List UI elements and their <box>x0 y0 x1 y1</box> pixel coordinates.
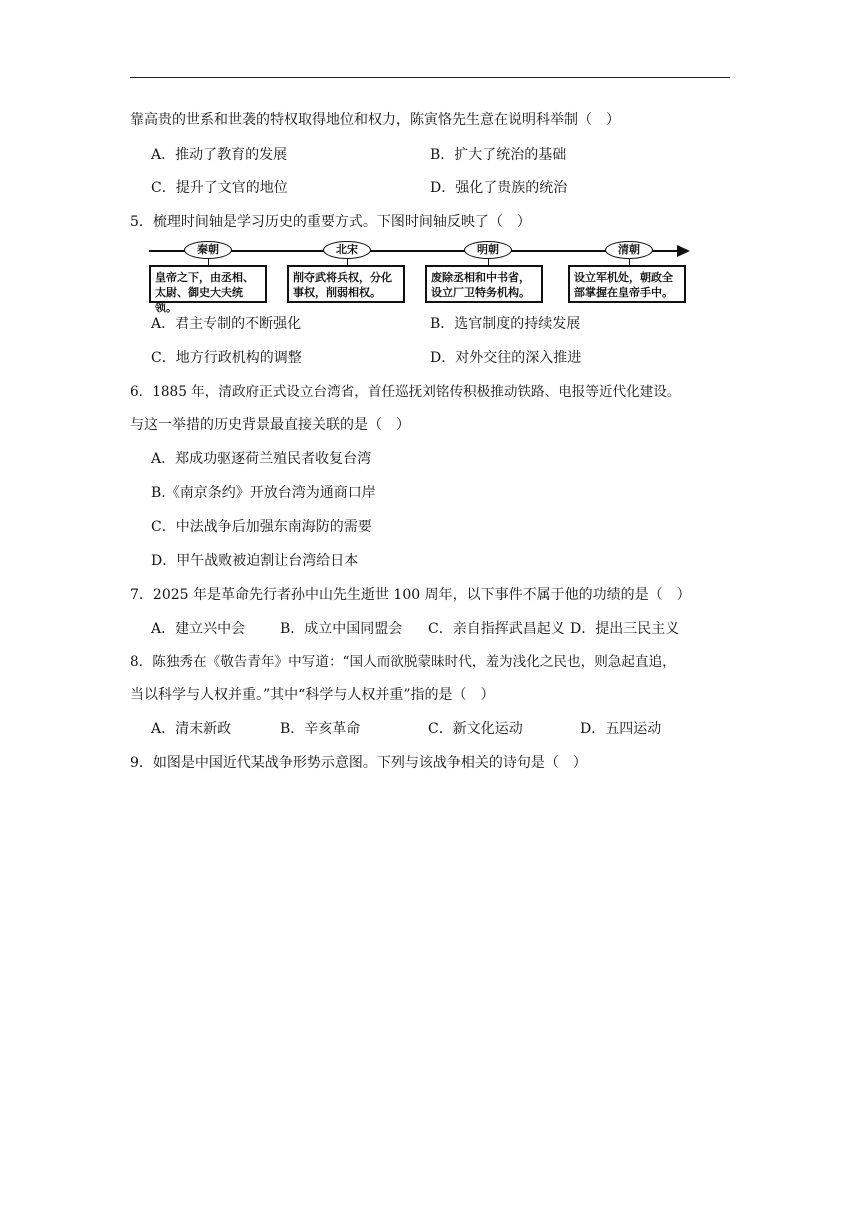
timeline-box-northern-song: 削夺武将兵权，分化事权，削弱相权。 <box>287 265 405 303</box>
q5-option-a[interactable]: A．君主专制的不断强化 <box>151 316 302 332</box>
q8-stem-line2: 当以科学与人权并重。”其中“科学与人权并重”指的是（ ） <box>130 687 495 703</box>
q7-option-a[interactable]: A．建立兴中会 <box>151 621 246 637</box>
timeline-era-qing: 清朝 <box>605 241 653 259</box>
q7-option-c[interactable]: C．亲自指挥武昌起义 <box>428 621 565 637</box>
q4-option-b[interactable]: B．扩大了统治的基础 <box>430 147 567 163</box>
q9-stem: 9．如图是中国近代某战争形势示意图。下列与该战争相关的诗句是（ ） <box>130 755 587 771</box>
q6-option-a[interactable]: A．郑成功驱逐荷兰殖民者收复台湾 <box>151 451 372 467</box>
q6-option-d[interactable]: D．甲午战败被迫割让台湾给日本 <box>151 553 359 569</box>
q7-stem: 7．2025 年是革命先行者孙中山先生逝世 100 周年，以下事件不属于他的功绩的是（ ） <box>130 587 691 603</box>
q7-option-b[interactable]: B．成立中国同盟会 <box>280 621 403 637</box>
timeline-era-northern-song: 北宋 <box>323 241 371 259</box>
q5-stem: 5．梳理时间轴是学习历史的重要方式。下图时间轴反映了（ ） <box>130 214 531 230</box>
q8-option-d[interactable]: D．五四运动 <box>580 721 662 737</box>
timeline-era-qin: 秦朝 <box>184 241 232 259</box>
q6-stem-line1: 6．1885 年，清政府正式设立台湾省，首任巡抚刘铭传积极推动铁路、电报等近代化建设。 <box>130 384 681 400</box>
q8-stem-line1: 8．陈独秀在《敬告青年》中写道：“国人而欲脱蒙昧时代，羞为浅化之民也，则急起直追， <box>130 654 676 670</box>
q4-stem-continuation: 靠高贵的世系和世袭的特权取得地位和权力，陈寅恪先生意在说明科举制（ ） <box>130 112 620 128</box>
timeline-box-qing: 设立军机处，朝政全部掌握在皇帝手中。 <box>568 265 686 303</box>
q6-option-b[interactable]: B.《南京条约》开放台湾为通商口岸 <box>151 485 376 501</box>
q5-timeline <box>145 240 695 314</box>
q4-option-d[interactable]: D．强化了贵族的统治 <box>430 180 568 196</box>
q8-option-b[interactable]: B．辛亥革命 <box>280 721 361 737</box>
q7-option-d[interactable]: D．提出三民主义 <box>570 621 680 637</box>
q5-option-c[interactable]: C．地方行政机构的调整 <box>151 350 302 366</box>
timeline-box-ming: 废除丞相和中书省，设立厂卫特务机构。 <box>425 265 543 303</box>
timeline-arrow-icon <box>677 245 690 257</box>
timeline-box-qin: 皇帝之下，由丞相、太尉、御史大夫统领。 <box>149 265 267 303</box>
q4-option-c[interactable]: C．提升了文官的地位 <box>151 180 288 196</box>
q5-option-d[interactable]: D．对外交往的深入推进 <box>430 350 582 366</box>
q5-option-b[interactable]: B．选官制度的持续发展 <box>430 316 581 332</box>
q4-option-a[interactable]: A．推动了教育的发展 <box>151 147 288 163</box>
header-rule <box>130 77 730 78</box>
q6-stem-line2: 与这一举措的历史背景最直接关联的是（ ） <box>130 417 410 433</box>
q8-option-a[interactable]: A．清末新政 <box>151 721 232 737</box>
q8-option-c[interactable]: C．新文化运动 <box>428 721 523 737</box>
q6-option-c[interactable]: C．中法战争后加强东南海防的需要 <box>151 519 372 535</box>
timeline-era-ming: 明朝 <box>464 241 512 259</box>
